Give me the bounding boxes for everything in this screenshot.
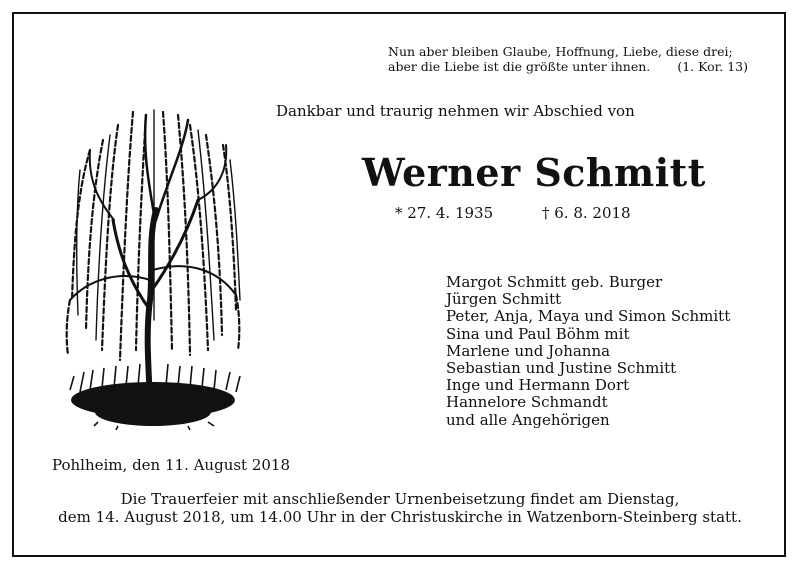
deceased-name: Werner Schmitt [362, 150, 706, 195]
death-date: † 6. 8. 2018 [542, 204, 631, 222]
mourner-line: Margot Schmitt geb. Burger [446, 273, 663, 291]
bible-verse [388, 44, 748, 74]
life-dates [395, 204, 635, 222]
mourner-line: und alle Angehörigen [446, 410, 610, 429]
weeping-willow-icon [58, 100, 248, 430]
mourner-line: Sina und Paul Böhm mit [446, 324, 630, 343]
place-and-date: Pohlheim, den 11. August 2018 [52, 456, 291, 474]
verse-line-1: Nun aber bleiben Glaube, Hoffnung, Liebe, diese drei; [388, 44, 733, 59]
mourner-line: Peter, Anja, Maya und Simon Schmitt [446, 307, 731, 326]
intro-text: Dankbar und traurig nehmen wir Abschied von [276, 102, 635, 120]
mourner-line: Hannelore Schmandt [446, 393, 608, 412]
mourners-list [446, 274, 730, 429]
verse-line-2 [388, 59, 748, 74]
mourner-line: Inge und Hermann Dort [446, 376, 630, 395]
funeral-service-info [40, 490, 760, 526]
service-line-2: dem 14. August 2018, um 14.00 Uhr in der Christuskirche in Watzenborn-Steinberg statt. [58, 508, 742, 526]
birth-date: * 27. 4. 1935 [395, 204, 494, 222]
mourner-line: Marlene und Johanna [446, 341, 611, 360]
service-line-1: Die Trauerfeier mit anschließender Urnenbeisetzung findet am Dienstag, [120, 490, 680, 508]
mourner-line: Jürgen Schmitt [446, 290, 562, 309]
verse-line-2-text: aber die Liebe ist die größte unter ihnen. [388, 59, 651, 74]
mourner-line: Sebastian und Justine Schmitt [446, 359, 677, 378]
verse-reference: (1. Kor. 13) [677, 59, 748, 74]
